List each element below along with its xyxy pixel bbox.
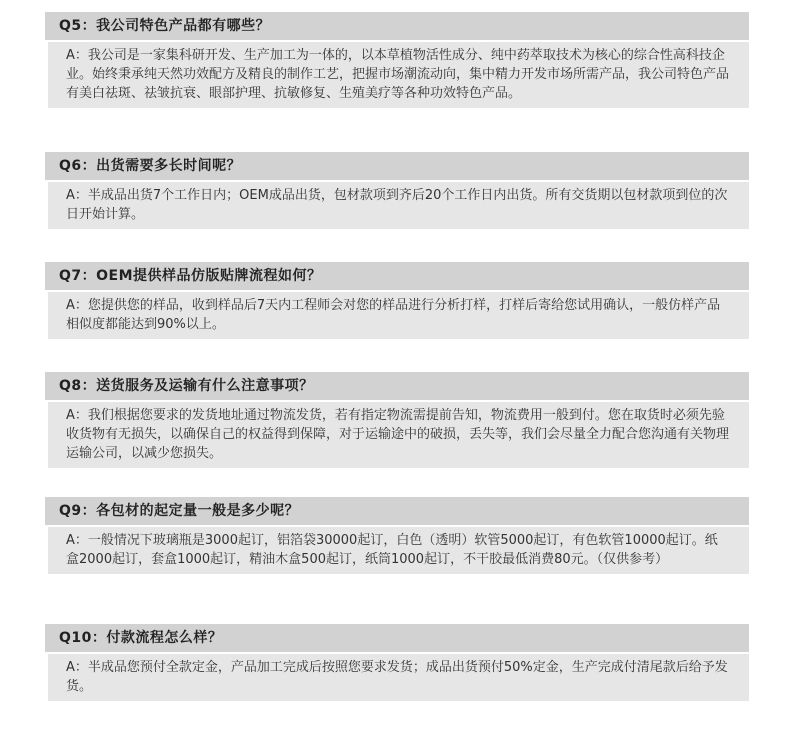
faq-answer: A：半成品出货7个工作日内；OEM成品出货，包材款项到齐后20个工作日内出货。所有交货期以包材款项到位的次日开始计算。	[45, 182, 749, 229]
faq-question: Q7：OEM提供样品仿版贴牌流程如何？	[45, 262, 749, 291]
faq-item-q5	[45, 12, 749, 108]
faq-question: Q9：各包材的起定量一般是多少呢？	[45, 497, 749, 526]
faq-item-q10	[45, 624, 749, 701]
faq-answer: A：半成品您预付全款定金，产品加工完成后按照您要求发货；成品出货预付50%定金，生产完成付清尾款后给予发货。	[45, 654, 749, 701]
faq-question: Q8：送货服务及运输有什么注意事项？	[45, 372, 749, 401]
faq-answer: A：您提供您的样品，收到样品后7天内工程师会对您的样品进行分析打样，打样后寄给您试用确认，一般仿样产品相似度都能达到90%以上。	[45, 292, 749, 339]
faq-question: Q10：付款流程怎么样？	[45, 624, 749, 653]
faq-item-q9	[45, 497, 749, 574]
faq-item-q6	[45, 152, 749, 229]
faq-answer: A：一般情况下玻璃瓶是3000起订，铝箔袋30000起订，白色（透明）软管5000起订，有色软管10000起订。纸盒2000起订，套盒1000起订，精油木盒500起订，纸筒1000起订，不干胶最低消费80元。（仅供参考）	[45, 527, 749, 574]
faq-answer: A：我公司是一家集科研开发、生产加工为一体的，以本草植物活性成分、纯中药萃取技术为核心的综合性高科技企业。始终秉承纯天然功效配方及精良的制作工艺，把握市场潮流动向，集中精力开发市场所需产品，我公司特色产品有美白祛斑、祛皱抗衰、眼部护理、抗敏修复、生殖美疗等各种功效特色产品。	[45, 42, 749, 108]
faq-item-q7	[45, 262, 749, 339]
faq-question: Q6：出货需要多长时间呢？	[45, 152, 749, 181]
faq-item-q8	[45, 372, 749, 468]
faq-answer: A：我们根据您要求的发货地址通过物流发货，若有指定物流需提前告知，物流费用一般到付。您在取货时必须先验收货物有无损失，以确保自己的权益得到保障，对于运输途中的破损，丢失等，我们会尽量全力配合您沟通有关物理运输公司，以减少您损失。	[45, 402, 749, 468]
faq-question: Q5：我公司特色产品都有哪些？	[45, 12, 749, 41]
